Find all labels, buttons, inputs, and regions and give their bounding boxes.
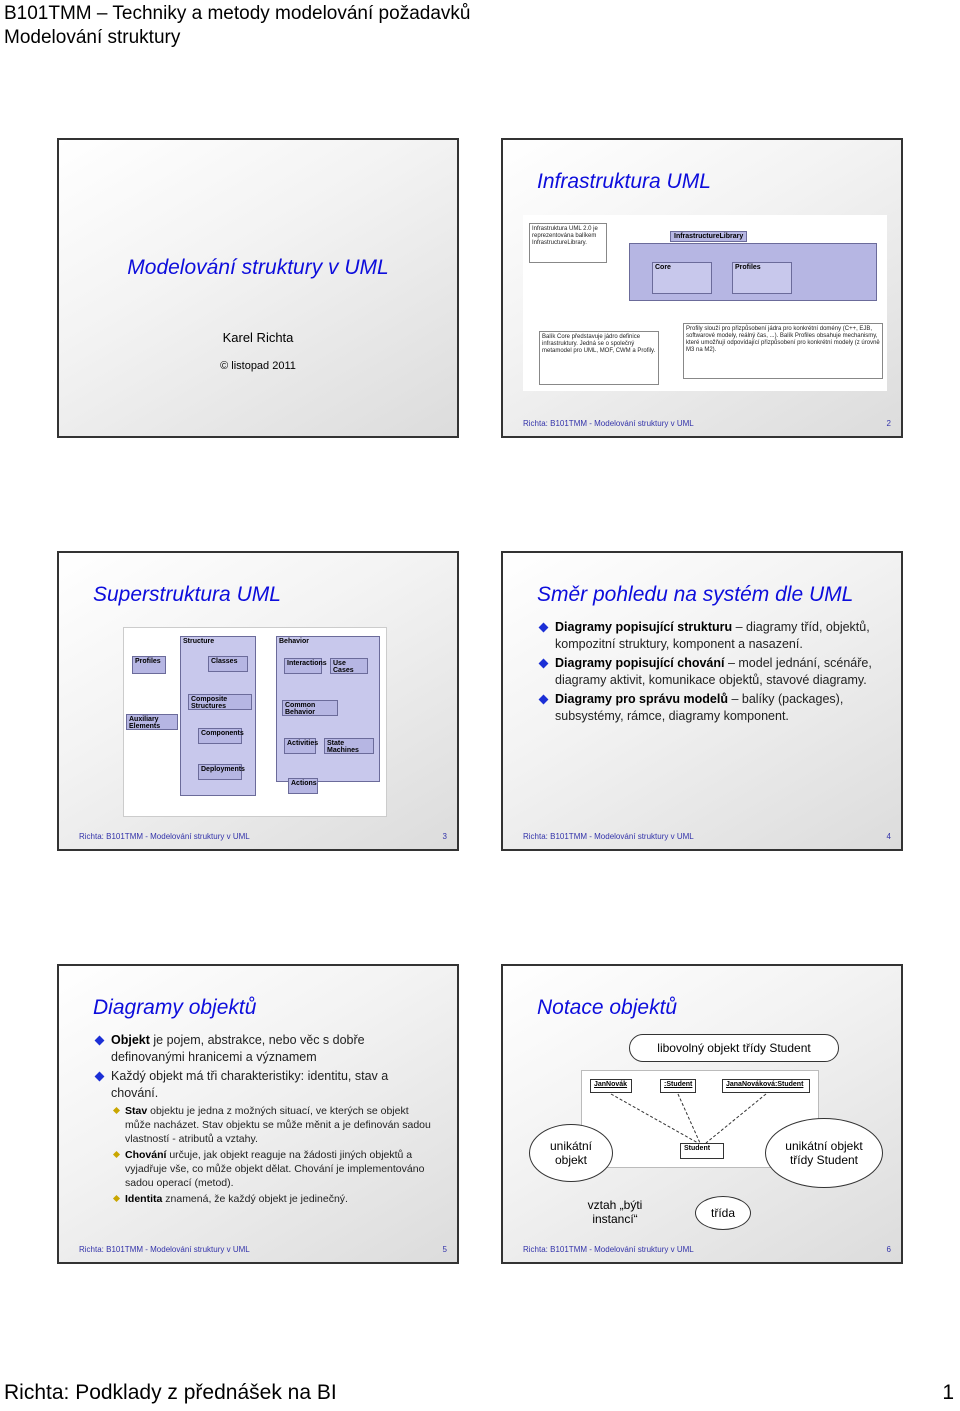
note-infrastructure: Infrastruktura UML 2.0 je reprezentována balíkem InfrastructureLibrary. <box>529 223 607 263</box>
note-core: Balík Core představuje jádro definice infrastruktury. Jedná se o společný metamodel pro UML, MOF, CWM a Profily. <box>539 331 659 385</box>
object-jana-novakova: JanaNováková:Student <box>722 1079 810 1093</box>
package-core: Core <box>652 262 712 294</box>
sub-bullet-behavior: Chování určuje, jak objekt reaguje na žádosti jiných objektů a vyjadřuje vše, co může objekt dělat. Chování je implementováno sadou operací (metod). <box>111 1148 433 1190</box>
package-behavior: Behavior <box>276 636 380 782</box>
slide-4 <box>501 551 903 851</box>
package-composite: Composite Structures <box>188 694 252 710</box>
callout-unique-student: unikátní objekt třídy Student <box>765 1118 883 1188</box>
page-footer-source: Richta: Podklady z přednášek na BI <box>4 1381 337 1404</box>
package-actions: Actions <box>288 778 318 794</box>
bullet-list <box>537 619 877 727</box>
callout-any-object: libovolný objekt třídy Student <box>629 1034 839 1062</box>
class-student: Student <box>680 1143 724 1159</box>
lecture-title: Modelování struktury <box>4 27 181 48</box>
sub-bullet-identity: Identita znamená, že každý objekt je jedinečný. <box>111 1192 433 1206</box>
slide-2 <box>501 138 903 438</box>
page-number: 1 <box>942 1381 954 1404</box>
slide-footer: Richta: B101TMM - Modelování struktury v UML <box>523 1245 694 1254</box>
infrastructure-diagram <box>523 215 887 391</box>
slide-title: Diagramy objektů <box>93 996 257 1019</box>
package-components: Components <box>198 728 242 744</box>
package-state-machines: State Machines <box>324 738 374 754</box>
bullet-characteristics: Každý objekt má tři charakteristiky: identitu, stav a chování. <box>93 1068 433 1102</box>
slide-number: 3 <box>442 832 447 841</box>
package-common-behavior: Common Behavior <box>282 700 338 716</box>
callout-unique-object: unikátní objekt <box>529 1124 613 1182</box>
slide-title: Modelování struktury v UML <box>127 256 389 279</box>
superstructure-diagram <box>123 627 387 817</box>
slide-number: 2 <box>886 419 891 428</box>
package-infrastructure-library: InfrastructureLibrary Core Profiles <box>629 243 877 301</box>
slide-footer: Richta: B101TMM - Modelování struktury v UML <box>523 832 694 841</box>
date: © listopad 2011 <box>220 360 296 372</box>
package-deployments: Deployments <box>198 764 242 780</box>
page-header <box>4 2 470 50</box>
callout-class: třída <box>695 1196 751 1230</box>
slide-title: Notace objektů <box>537 996 678 1019</box>
sub-bullet-state: Stav objektu je jedna z možných situací, ve kterých se objekt může nacházet. Stav objektu se může měnit a je definován sadou vlastností - atributů a vztahy. <box>111 1104 433 1146</box>
bullet-object: Objekt je pojem, abstrakce, nebo věc s dobře definovanými hranicemi a významem <box>93 1032 433 1066</box>
slide-title: Směr pohledu na systém dle UML <box>537 583 854 606</box>
slide-5 <box>57 964 459 1264</box>
object-jan-novak: JanNovák <box>590 1079 632 1093</box>
slide-number: 4 <box>886 832 891 841</box>
bullet-behavior: Diagramy popisující chování – model jednání, scénáře, diagramy aktivit, komunikace objektů, stavové diagramy. <box>537 655 877 689</box>
package-classes: Classes <box>208 656 248 672</box>
slide-number: 6 <box>886 1245 891 1254</box>
slide-3 <box>57 551 459 851</box>
course-title: B101TMM – Techniky a metody modelování požadavků <box>4 3 471 24</box>
slide-6 <box>501 964 903 1264</box>
slide-footer: Richta: B101TMM - Modelování struktury v UML <box>523 419 694 428</box>
package-structure: Structure <box>180 636 256 796</box>
object-anonymous-student: :Student <box>660 1079 696 1093</box>
note-profiles: Profily slouží pro přizpůsobení jádra pro konkrétní domény (C++, EJB, softwarové modely, reálný čas, ...). Balík Profiles obsahuje mechanismy, které umožňují odpovídající přizpůsobení pro konkrétní modely (z úrovně M3 na M2). <box>683 323 883 379</box>
author: Karel Richta <box>222 330 294 345</box>
package-aux: Auxiliary Elements <box>126 714 178 730</box>
bullet-structure: Diagramy popisující strukturu – diagramy tříd, objektů, kompozitní struktury, komponent a nasazení. <box>537 619 877 653</box>
slide-footer: Richta: B101TMM - Modelování struktury v UML <box>79 1245 250 1254</box>
slide-title: Superstruktura UML <box>93 583 281 606</box>
bullet-management: Diagramy pro správu modelů – balíky (packages), subsystémy, rámce, diagramy komponent. <box>537 691 877 725</box>
package-profiles: Profiles <box>732 262 792 294</box>
label-instance-of: vztah „býti instancí“ <box>587 1198 643 1226</box>
package-profiles: Profiles <box>132 656 166 674</box>
bullet-list <box>93 1032 433 1208</box>
package-use-cases: Use Cases <box>330 658 368 674</box>
slide-number: 5 <box>442 1245 447 1254</box>
package-interactions: Interactions <box>284 658 322 674</box>
slide-1 <box>57 138 459 438</box>
slide-footer: Richta: B101TMM - Modelování struktury v UML <box>79 832 250 841</box>
slide-title: Infrastruktura UML <box>537 170 711 193</box>
package-activities: Activities <box>284 738 316 754</box>
